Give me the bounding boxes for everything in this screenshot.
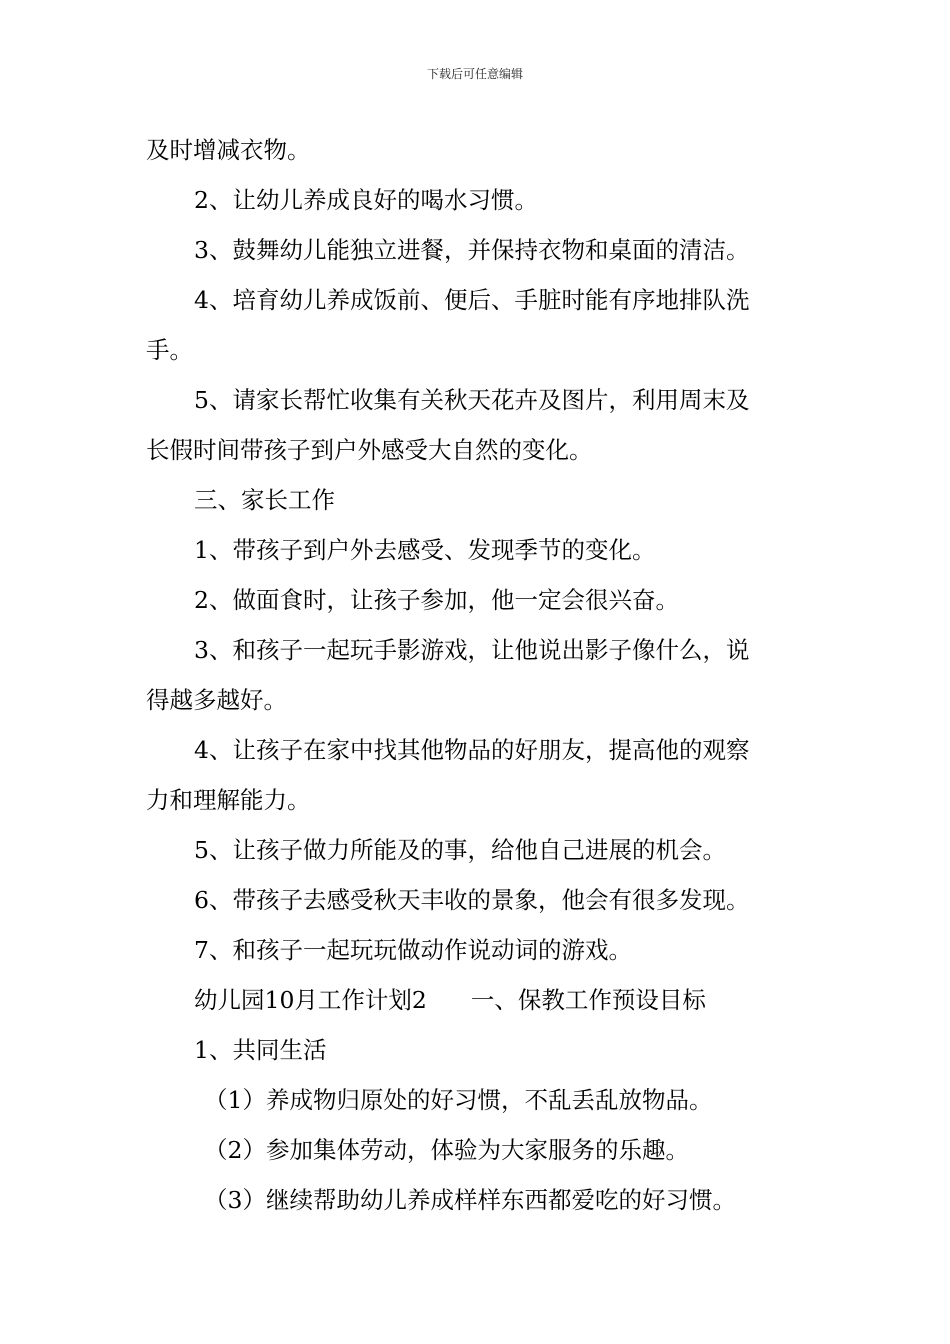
paragraph-line: 长假时间带孩子到户外感受大自然的变化。	[146, 436, 593, 464]
plan-title-line	[146, 975, 811, 1025]
page-header-note: 下载后可任意编辑	[426, 67, 523, 81]
paragraph-line: 5、请家长帮忙收集有关秋天花卉及图片，利用周末及	[194, 386, 750, 414]
paragraph-line: 7、和孩子一起玩玩做动作说动词的游戏。	[194, 936, 632, 964]
paragraph-line: 1、带孩子到户外去感受、发现季节的变化。	[194, 536, 656, 564]
subsection-heading: 1、共同生活	[194, 1036, 327, 1064]
list-item: （3）继续帮助幼儿养成样样东西都爱吃的好习惯。	[204, 1186, 736, 1214]
list-item: （1）养成物归原处的好习惯，不乱丢乱放物品。	[204, 1086, 713, 1114]
paragraph-line: 力和理解能力。	[146, 786, 311, 814]
paragraph-line: 3、和孩子一起玩手影游戏，让他说出影子像什么，说	[194, 636, 750, 664]
section-heading: 三、家长工作	[194, 486, 335, 514]
paragraph-line: 得越多越好。	[146, 686, 287, 714]
paragraph-line: 6、带孩子去感受秋天丰收的景象，他会有很多发现。	[194, 886, 750, 914]
paragraph-line: 4、让孩子在家中找其他物品的好朋友，提高他的观察	[194, 736, 750, 764]
paragraph-line: 2、做面食时，让孩子参加，他一定会很兴奋。	[194, 586, 679, 614]
paragraph-line: 4、培育幼儿养成饭前、便后、手脏时能有序地排队洗	[194, 286, 750, 314]
list-item: （2）参加集体劳动，体验为大家服务的乐趣。	[204, 1136, 689, 1164]
document-body	[146, 125, 811, 1225]
paragraph-line: 手。	[146, 336, 193, 364]
plan-section-heading: 一、保教工作预设目标	[470, 986, 706, 1014]
paragraph-line: 2、让幼儿养成良好的喝水习惯。	[194, 186, 538, 214]
paragraph-line: 3、鼓舞幼儿能独立进餐，并保持衣物和桌面的清洁。	[194, 236, 750, 264]
paragraph-line: 5、让孩子做力所能及的事，给他自己进展的机会。	[194, 836, 726, 864]
plan-title: 幼儿园10月工作计划2	[194, 986, 427, 1014]
paragraph-line: 及时增减衣物。	[146, 136, 311, 164]
